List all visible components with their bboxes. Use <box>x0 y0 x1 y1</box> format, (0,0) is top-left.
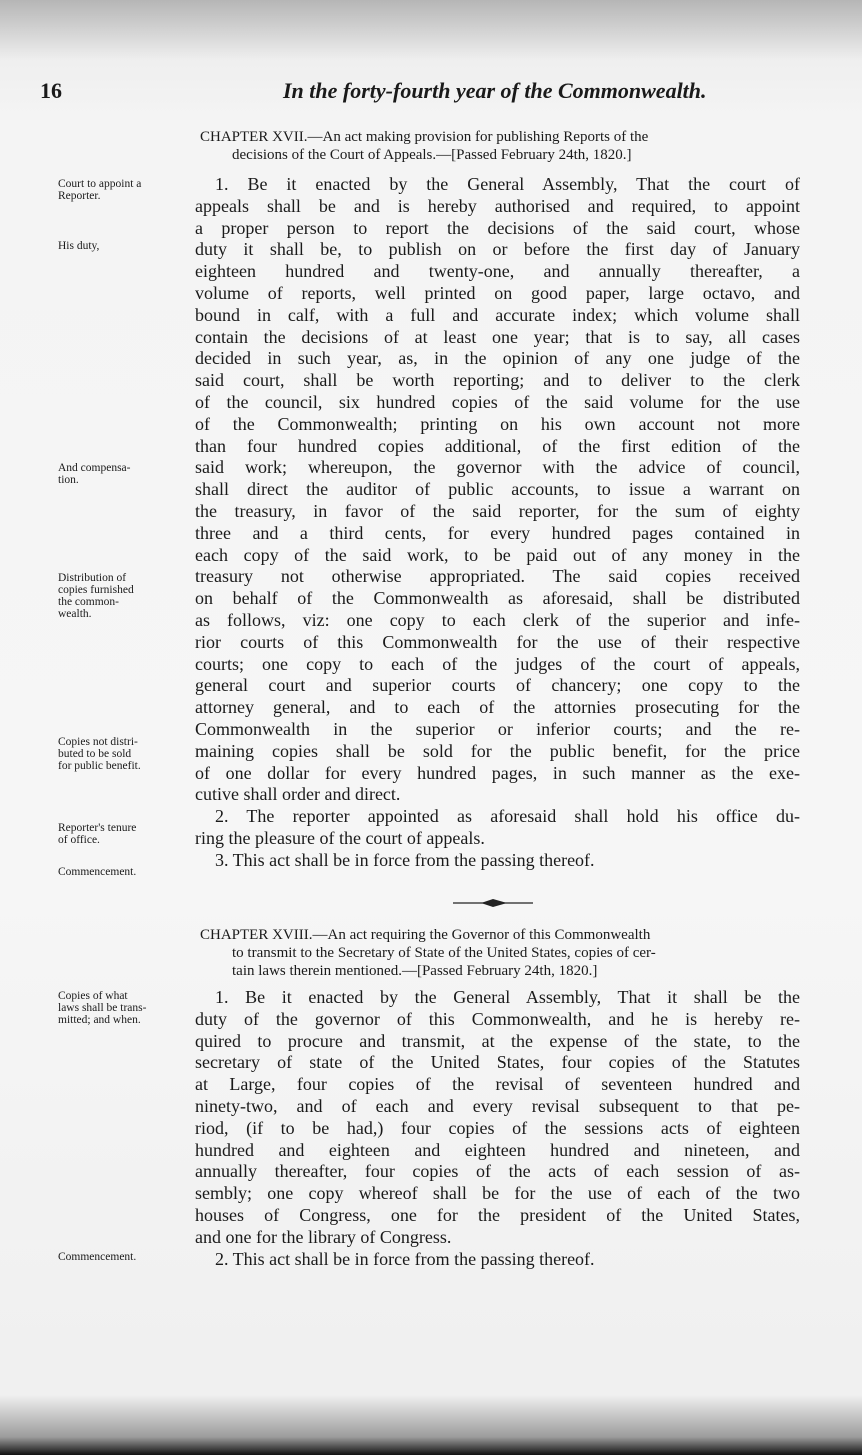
body-line: sembly; one copy whereof shall be for the use of each of the two <box>195 1183 800 1204</box>
heading-line: tain laws therein mentioned.—[Passed February 24th, 1820.] <box>232 963 598 979</box>
body-line: 3. This act shall be in force from the passing thereof. <box>215 849 595 870</box>
body-line: cutive shall order and direct. <box>195 784 401 805</box>
ornament-divider <box>453 898 533 908</box>
margin-note-line: Reporter. <box>58 190 101 202</box>
heading-line: CHAPTER XVIII.—An act requiring the Governor of this Commonwealth <box>200 927 651 943</box>
body-line: volume of reports, well printed on good paper, large octavo, and <box>195 282 800 303</box>
margin-note-line: Reporter's tenure <box>58 822 137 834</box>
margin-note-commencement <box>58 866 193 878</box>
margin-note-copies-of-what-laws <box>58 990 193 1026</box>
body-line: appeals shall be and is hereby authorised and required, to appoint <box>195 195 800 216</box>
chapter-17-body <box>195 174 800 872</box>
body-line: 2. This act shall be in force from the passing thereof. <box>215 1248 595 1269</box>
body-line: of the Commonwealth; printing on his own account not more <box>195 413 800 434</box>
body-line: general court and superior courts of chancery; one copy to the <box>195 675 800 696</box>
margin-note-line: mitted; and when. <box>58 1014 141 1026</box>
body-line: treasury not otherwise appropriated. The said copies received <box>195 566 800 587</box>
chapter-18-heading <box>200 926 800 980</box>
body-line: courts; one copy to each of the judges of the court of appeals, <box>195 653 800 674</box>
body-line: each copy of the said work, to be paid out of any money in the <box>195 544 800 565</box>
margin-note-line: Copies of what <box>58 990 128 1002</box>
body-line: decided in such year, as, in the opinion of any one judge of the <box>195 348 800 369</box>
body-line: duty of the governor of this Commonwealth, and he is hereby re- <box>195 1008 800 1029</box>
heading-line: CHAPTER XVII.—An act making provision for publishing Reports of the <box>200 129 649 145</box>
body-line: bound in calf, with a full and accurate index; which volume shall <box>195 304 800 325</box>
body-line: than four hundred copies additional, of the first edition of the <box>195 435 800 456</box>
margin-note-line: of office. <box>58 834 100 846</box>
margin-note-line: And compensa- <box>58 462 131 474</box>
body-line: rior courts of this Commonwealth for the use of their respective <box>195 631 800 652</box>
margin-note-line: Copies not distri- <box>58 736 138 748</box>
body-line: secretary of state of the United States, four copies of the Statutes <box>195 1052 800 1073</box>
body-line: of one dollar for every hundred pages, in such manner as the exe- <box>195 762 800 783</box>
margin-note-line: Distribution of <box>58 572 127 584</box>
body-line: annually thereafter, four copies of the acts of each session of as- <box>195 1161 800 1182</box>
running-head <box>40 78 800 108</box>
body-line: the treasury, in favor of the said reporter, for the sum of eighty <box>195 500 800 521</box>
margin-note-copies-not-distributed <box>58 736 193 772</box>
margin-note-reporter-tenure <box>58 822 193 846</box>
body-line: duty it shall be, to publish on or before the first day of January <box>195 239 800 260</box>
margin-note-line: wealth. <box>58 608 92 620</box>
body-line: a proper person to report the decisions of the said court, whose <box>195 217 800 238</box>
body-line: of the council, six hundred copies of the said volume for the use <box>195 391 800 412</box>
scan-shadow-bottom <box>0 1395 862 1455</box>
margin-note-line: Court to appoint a <box>58 178 142 190</box>
heading-line: decisions of the Court of Appeals.—[Passed February 24th, 1820.] <box>232 147 632 163</box>
body-line: 2. The reporter appointed as aforesaid shall hold his office du- <box>215 806 800 827</box>
margin-note-court-to-appoint-reporter <box>58 178 193 202</box>
body-line: Commonwealth in the superior or inferior courts; and the re- <box>195 718 800 739</box>
margin-note-commencement <box>58 1251 193 1263</box>
body-line: on behalf of the Commonwealth as aforesaid, shall be distributed <box>195 588 800 609</box>
body-line: houses of Congress, one for the president of the United States, <box>195 1204 800 1225</box>
chapter-18-body <box>195 987 800 1270</box>
body-line: contain the decisions of at least one year; that is to say, all cases <box>195 326 800 347</box>
margin-note-line: buted to be sold <box>58 748 132 760</box>
margin-note-his-duty <box>58 240 193 252</box>
margin-note-line: tion. <box>58 474 79 486</box>
page-number: 16 <box>40 78 62 103</box>
margin-note-compensation <box>58 462 193 486</box>
body-line: ring the pleasure of the court of appeals. <box>195 827 485 848</box>
body-line: said court, shall be worth reporting; and to deliver to the clerk <box>195 370 800 391</box>
running-title: In the forty-fourth year of the Commonwealth. <box>283 78 707 103</box>
body-line: 1. Be it enacted by the General Assembly, That it shall be the <box>215 987 800 1007</box>
margin-note-line: Commencement. <box>58 866 137 878</box>
body-line: three and a third cents, for every hundred pages contained in <box>195 522 800 543</box>
body-line: riod, (if to be had,) four copies of the sessions acts of eighteen <box>195 1117 800 1138</box>
margin-note-line: Commencement. <box>58 1251 137 1263</box>
body-line: said work; whereupon, the governor with the advice of council, <box>195 457 800 478</box>
margin-note-line: His duty, <box>58 240 100 252</box>
body-line: shall direct the auditor of public accounts, to issue a warrant on <box>195 479 800 500</box>
margin-note-line: the common- <box>58 596 119 608</box>
margin-note-line: copies furnished <box>58 584 134 596</box>
scan-shadow-top <box>0 0 862 60</box>
body-line: maining copies shall be sold for the public benefit, for the price <box>195 740 800 761</box>
margin-note-line: for public benefit. <box>58 760 141 772</box>
body-line: and one for the library of Congress. <box>195 1226 452 1247</box>
body-line: ninety-two, and of each and every revisal subsequent to that pe- <box>195 1095 800 1116</box>
body-line: hundred and eighteen and eighteen hundred and nineteen, and <box>195 1139 800 1160</box>
body-line: attorney general, and to each of the attornies prosecuting for the <box>195 697 800 718</box>
margin-note-distribution <box>58 572 193 620</box>
body-line: at Large, four copies of the revisal of seventeen hundred and <box>195 1074 800 1095</box>
margin-note-line: laws shall be trans- <box>58 1002 147 1014</box>
heading-line: to transmit to the Secretary of State of the United States, copies of cer- <box>232 945 656 961</box>
body-line: quired to procure and transmit, at the expense of the state, to the <box>195 1030 800 1051</box>
body-line: 1. Be it enacted by the General Assembly, That the court of <box>215 174 800 194</box>
body-line: as follows, viz: one copy to each clerk of the superior and infe- <box>195 609 800 630</box>
chapter-17-heading <box>200 128 800 164</box>
body-line: eighteen hundred and twenty-one, and annually thereafter, a <box>195 261 800 282</box>
